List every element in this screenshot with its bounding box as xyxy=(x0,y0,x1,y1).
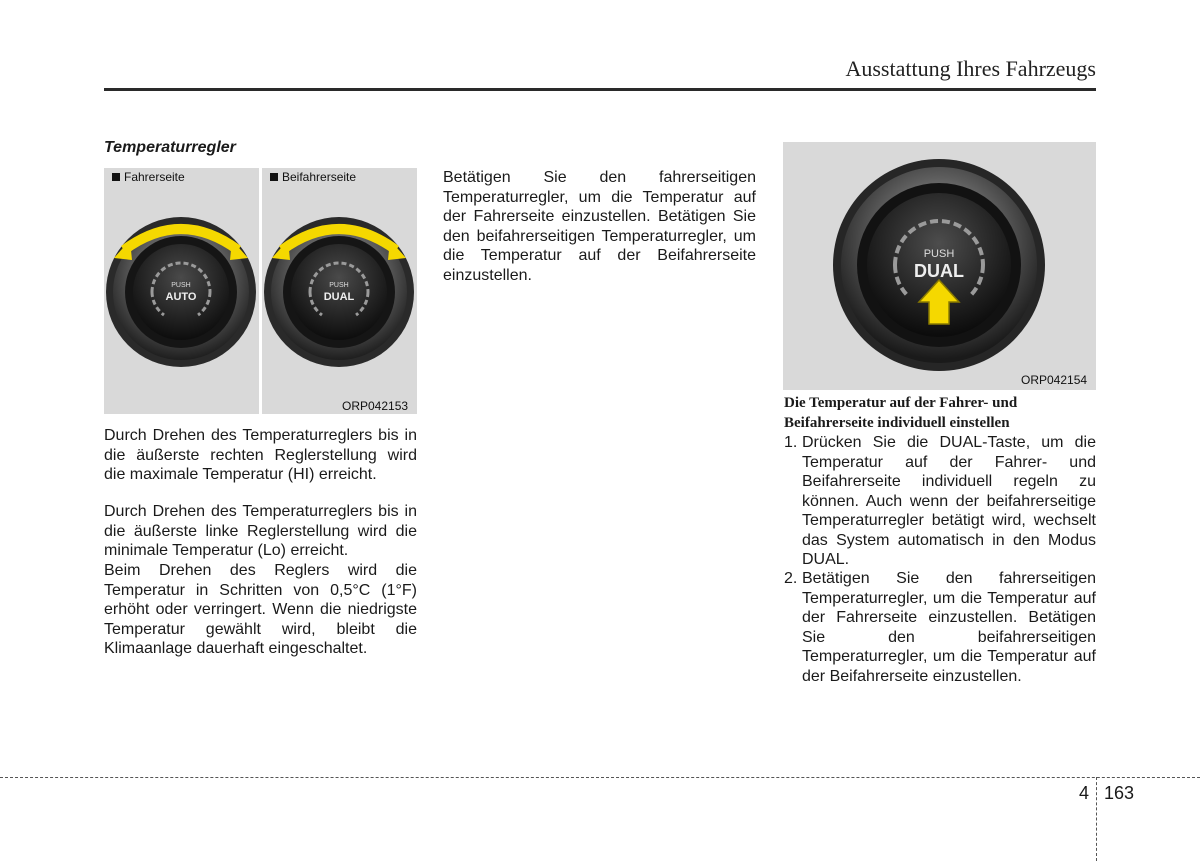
footer-dashed-rule xyxy=(0,777,1200,778)
knob-auto-mode-text: AUTO xyxy=(165,291,197,303)
header-title: Ausstattung Ihres Fahrzeugs xyxy=(845,56,1096,81)
figure-right-code: ORP042154 xyxy=(1021,373,1088,387)
figure-left-panel-driver xyxy=(104,168,259,414)
header-rule xyxy=(104,88,1096,91)
col2-paragraph-1: Betätigen Sie den fahrerseitigen Temperaturregler, um die Temperatur auf der Fahrerseite einzustellen. Betätigen Sie den beifahrerseitigen Temperaturregler, um die Temperatur auf der Beifahrerseite einzustellen. xyxy=(443,169,756,284)
section-title: Temperaturregler xyxy=(104,139,236,156)
list-item-number: 1. xyxy=(784,434,798,451)
dual-button-mode-text: DUAL xyxy=(914,261,964,281)
footer-vertical-dashed-rule xyxy=(1096,777,1097,861)
chapter-number: 4 xyxy=(1079,783,1090,803)
figure-left-panel-passenger xyxy=(262,168,417,414)
col3-caption: Die Temperatur auf der Fahrer- und Beifahrerseite individuell einstellen xyxy=(784,395,1018,431)
col1-paragraph-3: Beim Drehen des Reglers wird die Temperatur in Schritten von 0,5°C (1°F) erhöht oder verringert. Wenn die niedrigste Temperatur gewählt wird, bleibt die Klimaanlage dauerhaft eingeschaltet. xyxy=(104,562,417,657)
dual-button-push-text: PUSH xyxy=(923,248,955,260)
figure-label-passenger-text: Beifahrerseite xyxy=(282,170,357,184)
knob-dual-mode-text: DUAL xyxy=(323,291,355,303)
list-item-text: Betätigen Sie den fahrerseitigen Temperaturregler, um die Temperatur auf der Fahrerseite einzustellen. Betätigen Sie den beifahrerseitigen Temperaturregler, um die Temperatur auf der Beifahrerseite einzustellen. xyxy=(802,570,1096,685)
figure-left-code: ORP042153 xyxy=(342,399,409,413)
col3-list-item-2 xyxy=(784,569,1096,689)
figure-right-panel xyxy=(783,142,1096,390)
knob-auto-push-text: PUSH xyxy=(171,282,191,289)
figure-label-driver-text: Fahrerseite xyxy=(124,170,185,184)
col1-paragraph-1: Durch Drehen des Temperaturreglers bis in die äußerste rechten Reglerstellung wird die maximale Temperatur (HI) erreicht. xyxy=(104,427,417,483)
list-item-number: 2. xyxy=(784,570,798,587)
col1-paragraph-2: Durch Drehen des Temperaturreglers bis in die äußerste linke Reglerstellung wird die minimale Temperatur (Lo) erreicht. xyxy=(104,503,417,559)
list-item-text: Drücken Sie die DUAL-Taste, um die Temperatur auf der Fahrer- und Beifahrerseite individuell regeln zu können. Auch wenn der beifahrerseitige Temperaturregler betätigt wird, wechselt das System automatisch in den Modus DUAL. xyxy=(802,434,1096,568)
knob-dual-push-text: PUSH xyxy=(329,282,349,289)
col3-list-item-1 xyxy=(784,433,1096,569)
page-number: 163 xyxy=(1104,783,1135,803)
